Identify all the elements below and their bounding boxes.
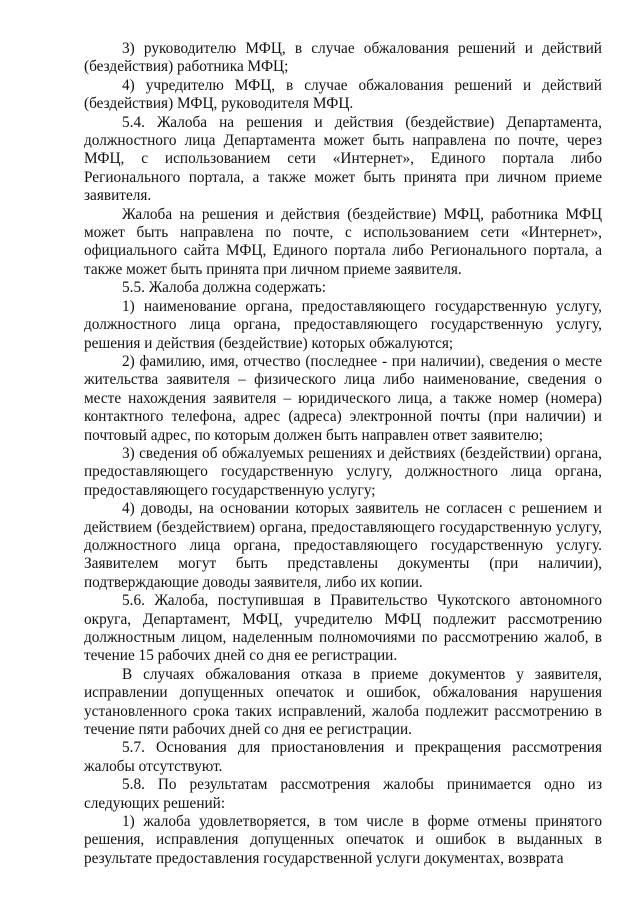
- paragraph-5-5-item-1: 1) наименование органа, предоставляющего государственную услугу, должностного лица органа, предоставляющего государственную услугу, решения и действия (бездействие) которых обжалуются;: [84, 297, 602, 352]
- paragraph-5-6: 5.6. Жалоба, поступившая в Правительство Чукотского автономного округа, Департамент, МФЦ, учредителю МФЦ подлежит рассмотрению должностным лицом, наделенным полномочиями по рассмотрению жалоб, в течение 15 рабочих дней со дня ее регистрации.: [84, 592, 602, 665]
- paragraph-5-5: 5.5. Жалоба должна содержать:: [122, 279, 327, 297]
- paragraph-5-6-refusal: В случаях обжалования отказа в приеме документов у заявителя, исправлении допущенных опечаток и ошибок, обжалования нарушения установленного срока таких исправлений, жалоба подлежит рассмотрению в течение пяти рабочих дней со дня ее регистрации.: [84, 665, 602, 739]
- paragraph-item-3-head: 3) руководителю МФЦ, в случае обжалования решений и действий (бездействия) работника МФЦ;: [84, 40, 602, 76]
- paragraph-5-5-item-4: 4) доводы, на основании которых заявитель не согласен с решением и действием (бездействием) органа, предоставляющего государственную услугу, должностного лица органа, предоставляющего государственную услугу. Заявителем могут быть представлены документы (при наличии), подтверждающие доводы заявителя, либо их копии.: [84, 500, 602, 591]
- paragraph-5-8: 5.8. По результатам рассмотрения жалобы принимается одно из следующих решений:: [84, 776, 602, 812]
- paragraph-item-4-founder: 4) учредителю МФЦ, в случае обжалования решений и действий (бездействия) МФЦ, руководителя МФЦ.: [84, 76, 602, 113]
- paragraph-5-4: 5.4. Жалоба на решения и действия (бездействие) Департамента, должностного лица Департамента может быть направлена по почте, через МФЦ, с использованием сети «Интернет», Единого портала либо Регионального портала, а также может быть принята при личном приеме заявителя.: [84, 113, 602, 205]
- paragraph-5-8-item-1: 1) жалоба удовлетворяется, в том числе в форме отмены принятого решения, исправления допущенных опечаток и ошибок в выданных в результате предоставления государственной услуги документах, возврата: [84, 813, 602, 867]
- paragraph-5-7: 5.7. Основания для приостановления и прекращения рассмотрения жалобы отсутствуют.: [84, 739, 602, 775]
- paragraph-5-4-mfc: Жалоба на решения и действия (бездействие) МФЦ, работника МФЦ может быть направлена по почте, с использованием сети «Интернет», официального сайта МФЦ, Единого портала либо Регионального портала, а также может быть принята при личном приеме заявителя.: [84, 205, 602, 278]
- paragraph-5-5-item-3: 3) сведения об обжалуемых решениях и действиях (бездействии) органа, предоставляющего государственную услугу, должностного лица органа, предоставляющего государственную услугу;: [84, 444, 602, 499]
- paragraph-5-5-item-2: 2) фамилию, имя, отчество (последнее - при наличии), сведения о месте жительства заявителя – физического лица либо наименование, сведения о месте нахождения заявителя – юридического лица, а также номер (номера) контактного телефона, адрес (адреса) электронной почты (при наличии) и почтовый адрес, по которым должен быть направлен ответ заявителю;: [84, 352, 602, 444]
- document-page: [84, 40, 602, 868]
